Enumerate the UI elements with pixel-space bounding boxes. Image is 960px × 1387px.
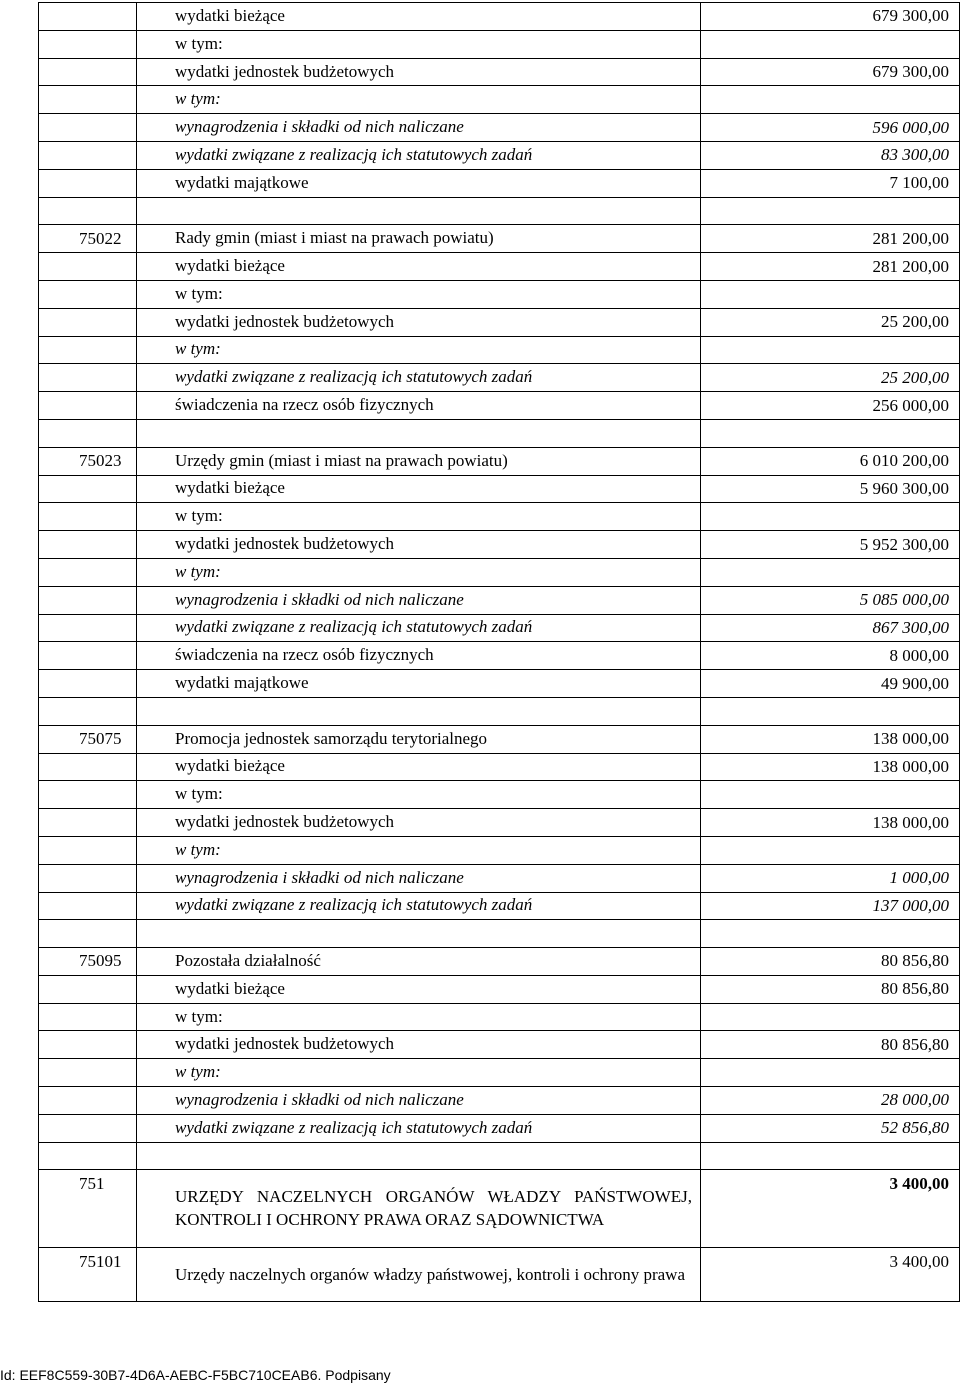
amount: 80 856,80 xyxy=(881,951,949,971)
expense-label xyxy=(137,114,701,141)
section-code xyxy=(39,587,137,614)
amount: 80 856,80 xyxy=(881,979,949,999)
table-row xyxy=(39,169,959,197)
section-code xyxy=(39,86,137,113)
section-code xyxy=(39,809,137,836)
section-code: 751 xyxy=(39,1170,137,1247)
table-row xyxy=(39,947,959,975)
section-code: 75095 xyxy=(39,948,137,975)
expense-label-text: Rady gmin (miast i miast na prawach powiatu) xyxy=(175,228,494,248)
table-row xyxy=(39,614,959,642)
amount xyxy=(701,698,959,725)
expense-label xyxy=(137,1031,701,1058)
section-code xyxy=(39,170,137,197)
amount xyxy=(701,1004,959,1031)
amount: 49 900,00 xyxy=(881,673,949,693)
expense-label-text: wydatki związane z realizacją ich statutowych zadań xyxy=(175,895,533,915)
section-code xyxy=(39,337,137,364)
expense-label-text: wydatki bieżące xyxy=(175,478,285,498)
expense-label-text: wydatki jednostek budżetowych xyxy=(175,1034,395,1054)
section-code xyxy=(39,142,137,169)
expense-label-text: wydatki majątkowe xyxy=(175,172,309,192)
expense-label xyxy=(137,698,701,725)
section-code xyxy=(39,476,137,503)
expense-label-text: w tym: xyxy=(175,1006,223,1026)
expense-label-text: w tym: xyxy=(175,33,223,53)
amount: 6 010 200,00 xyxy=(859,451,949,471)
amount: 138 000,00 xyxy=(872,812,949,832)
table-row xyxy=(39,1114,959,1142)
amount xyxy=(701,31,959,58)
amount: 867 300,00 xyxy=(872,617,949,637)
expense-label xyxy=(137,920,701,947)
expense-label xyxy=(137,837,701,864)
expense-label xyxy=(137,1059,701,1086)
expense-label-text: w tym: xyxy=(175,561,221,581)
expense-label xyxy=(137,142,701,169)
amount xyxy=(701,337,959,364)
table-row xyxy=(39,669,959,697)
section-code xyxy=(39,976,137,1003)
expense-label xyxy=(137,170,701,197)
section-code: 75075 xyxy=(39,726,137,753)
section-code xyxy=(39,392,137,419)
expense-label xyxy=(137,587,701,614)
expense-label-text: Urzędy naczelnych organów władzy państwowej, kontroli i ochrony prawa xyxy=(175,1264,685,1284)
section-code: 75023 xyxy=(39,448,137,475)
expense-label-text: wydatki bieżące xyxy=(175,756,285,776)
expense-label-text: wydatki jednostek budżetowych xyxy=(175,311,395,331)
amount: 5 952 300,00 xyxy=(859,534,949,554)
table-row xyxy=(39,419,959,447)
table-row xyxy=(39,141,959,169)
expense-label xyxy=(137,337,701,364)
section-code xyxy=(39,253,137,280)
amount xyxy=(701,281,959,308)
section-code xyxy=(39,281,137,308)
expense-label-text: w tym: xyxy=(175,784,223,804)
table-row xyxy=(39,530,959,558)
amount xyxy=(701,86,959,113)
expense-label-text: świadczenia na rzecz osób fizycznych xyxy=(175,395,434,415)
expense-label xyxy=(137,364,701,391)
amount xyxy=(701,781,959,808)
expense-label-text: wynagrodzenia i składki od nich naliczane xyxy=(175,1090,464,1109)
section-code xyxy=(39,865,137,892)
table-row xyxy=(39,475,959,503)
expense-label-text: wydatki jednostek budżetowych xyxy=(175,61,395,81)
section-code xyxy=(39,59,137,86)
section-code xyxy=(39,31,137,58)
amount: 137 000,00 xyxy=(872,895,949,915)
amount: 25 200,00 xyxy=(881,312,949,332)
table-row xyxy=(39,586,959,614)
amount: 80 856,80 xyxy=(881,1034,949,1054)
amount: 679 300,00 xyxy=(872,6,949,26)
table-row xyxy=(39,363,959,391)
expense-label xyxy=(137,420,701,447)
expense-label xyxy=(137,559,701,586)
expense-label-text: w tym: xyxy=(175,506,223,526)
table-row xyxy=(39,808,959,836)
expense-label xyxy=(137,3,701,30)
expense-label xyxy=(137,615,701,642)
section-code xyxy=(39,503,137,530)
amount: 7 100,00 xyxy=(889,173,949,193)
expense-label xyxy=(137,1143,701,1170)
expense-label xyxy=(137,642,701,669)
amount xyxy=(701,1059,959,1086)
table-row xyxy=(39,197,959,225)
amount xyxy=(701,503,959,530)
table-row xyxy=(39,447,959,475)
expense-label-text: w tym: xyxy=(175,1062,221,1082)
expense-label xyxy=(137,253,701,280)
expense-label xyxy=(137,448,701,475)
table-row xyxy=(39,280,959,308)
expense-label-text: wydatki związane z realizacją ich statutowych zadań xyxy=(175,144,533,164)
expense-label xyxy=(137,670,701,697)
table-row xyxy=(39,1086,959,1114)
expense-label-text: Pozostała działalność xyxy=(175,951,321,971)
section-code xyxy=(39,1059,137,1086)
section-code xyxy=(39,698,137,725)
table-row xyxy=(39,919,959,947)
table-row xyxy=(39,391,959,419)
expense-label-text: świadczenia na rzecz osób fizycznych xyxy=(175,645,434,665)
expense-label-text: w tym: xyxy=(175,89,221,109)
amount: 52 856,80 xyxy=(881,1118,949,1138)
table-row xyxy=(39,336,959,364)
expense-label xyxy=(137,1248,701,1301)
section-code xyxy=(39,920,137,947)
table-row xyxy=(39,975,959,1003)
expense-label-text: Urzędy gmin (miast i miast na prawach powiatu) xyxy=(175,450,508,470)
amount xyxy=(701,1143,959,1170)
expense-label-text: w tym: xyxy=(175,839,221,859)
amount: 596 000,00 xyxy=(872,117,949,137)
amount xyxy=(701,420,959,447)
section-code xyxy=(39,893,137,920)
expense-label xyxy=(137,948,701,975)
section-code xyxy=(39,642,137,669)
document-id-footer: Id: EEF8C559-30B7-4D6A-AEBC-F5BC710CEAB6. Podpisany xyxy=(0,1367,391,1383)
section-code xyxy=(39,3,137,30)
budget-table xyxy=(38,2,960,1302)
table-row xyxy=(39,780,959,808)
expense-label xyxy=(137,198,701,225)
table-row xyxy=(39,1169,959,1247)
section-code xyxy=(39,559,137,586)
section-code xyxy=(39,615,137,642)
amount xyxy=(701,198,959,225)
expense-label xyxy=(137,59,701,86)
table-row xyxy=(39,641,959,669)
expense-label xyxy=(137,503,701,530)
section-code xyxy=(39,837,137,864)
expense-label-text: w tym: xyxy=(175,339,221,359)
expense-label-text: wydatki bieżące xyxy=(175,978,285,998)
section-code xyxy=(39,1087,137,1114)
expense-label xyxy=(137,1170,701,1247)
section-code xyxy=(39,1004,137,1031)
expense-label-text: wydatki związane z realizacją ich statutowych zadań xyxy=(175,367,533,387)
expense-label xyxy=(137,225,701,252)
table-row xyxy=(39,753,959,781)
expense-label xyxy=(137,809,701,836)
amount: 5 085 000,00 xyxy=(859,590,949,610)
expense-label xyxy=(137,754,701,781)
amount: 1 000,00 xyxy=(889,868,949,888)
expense-label xyxy=(137,392,701,419)
table-row xyxy=(39,892,959,920)
section-code xyxy=(39,114,137,141)
section-code xyxy=(39,531,137,558)
expense-label-text: wydatki związane z realizacją ich statutowych zadań xyxy=(175,617,533,637)
section-code xyxy=(39,781,137,808)
table-row xyxy=(39,30,959,58)
table-row xyxy=(39,836,959,864)
section-code xyxy=(39,420,137,447)
expense-label-text: wynagrodzenia i składki od nich naliczane xyxy=(175,589,464,609)
expense-label-text: wydatki bieżące xyxy=(175,256,285,276)
amount: 281 200,00 xyxy=(872,256,949,276)
table-row xyxy=(39,864,959,892)
table-row xyxy=(39,502,959,530)
expense-label xyxy=(137,976,701,1003)
expense-label xyxy=(137,781,701,808)
table-row xyxy=(39,308,959,336)
table-row xyxy=(39,558,959,586)
expense-label-text: wydatki związane z realizacją ich statutowych zadań xyxy=(175,1117,533,1137)
expense-label xyxy=(137,476,701,503)
expense-label xyxy=(137,1087,701,1114)
table-row xyxy=(39,2,959,30)
expense-label-text: Promocja jednostek samorządu terytorialnego xyxy=(175,728,488,748)
table-row xyxy=(39,725,959,753)
table-row xyxy=(39,113,959,141)
section-code: 75101 xyxy=(39,1248,137,1301)
section-code xyxy=(39,670,137,697)
section-code xyxy=(39,1115,137,1142)
section-code xyxy=(39,754,137,781)
amount: 679 300,00 xyxy=(872,61,949,81)
table-row xyxy=(39,1142,959,1170)
table-row xyxy=(39,1058,959,1086)
expense-label-text: wydatki majątkowe xyxy=(175,673,309,693)
amount: 8 000,00 xyxy=(889,645,949,665)
expense-label-text: URZĘDY NACZELNYCH ORGANÓW WŁADZY PAŃSTWOWEJ, KONTROLI I OCHRONY PRAWA ORAZ SĄDOWNICTWA xyxy=(175,1187,692,1229)
table-row xyxy=(39,224,959,252)
amount: 281 200,00 xyxy=(872,228,949,248)
amount: 5 960 300,00 xyxy=(859,478,949,498)
section-code xyxy=(39,1031,137,1058)
amount: 256 000,00 xyxy=(872,395,949,415)
amount: 3 400,00 xyxy=(889,1252,949,1272)
section-code: 75022 xyxy=(39,225,137,252)
expense-label xyxy=(137,893,701,920)
expense-label-text: wynagrodzenia i składki od nich naliczane xyxy=(175,117,464,137)
amount xyxy=(701,559,959,586)
expense-label xyxy=(137,309,701,336)
section-code xyxy=(39,198,137,225)
expense-label xyxy=(137,281,701,308)
table-row xyxy=(39,1247,959,1301)
amount xyxy=(701,920,959,947)
amount: 138 000,00 xyxy=(872,756,949,776)
amount: 25 200,00 xyxy=(881,367,949,387)
section-code xyxy=(39,1143,137,1170)
section-code xyxy=(39,364,137,391)
expense-label xyxy=(137,1115,701,1142)
amount: 83 300,00 xyxy=(881,145,949,165)
expense-label-text: wydatki jednostek budżetowych xyxy=(175,534,395,554)
table-row xyxy=(39,697,959,725)
amount: 138 000,00 xyxy=(872,729,949,749)
expense-label-text: wydatki bieżące xyxy=(175,5,285,25)
expense-label xyxy=(137,531,701,558)
table-row xyxy=(39,1003,959,1031)
expense-label-text: wynagrodzenia i składki od nich naliczane xyxy=(175,867,464,887)
table-row xyxy=(39,1030,959,1058)
expense-label xyxy=(137,865,701,892)
expense-label xyxy=(137,31,701,58)
table-row xyxy=(39,85,959,113)
amount: 3 400,00 xyxy=(889,1174,949,1194)
expense-label xyxy=(137,86,701,113)
table-row xyxy=(39,252,959,280)
section-code xyxy=(39,309,137,336)
expense-label xyxy=(137,726,701,753)
expense-label-text: w tym: xyxy=(175,283,223,303)
expense-label-text: wydatki jednostek budżetowych xyxy=(175,812,395,832)
expense-label xyxy=(137,1004,701,1031)
amount: 28 000,00 xyxy=(881,1090,949,1110)
table-row xyxy=(39,58,959,86)
amount xyxy=(701,837,959,864)
